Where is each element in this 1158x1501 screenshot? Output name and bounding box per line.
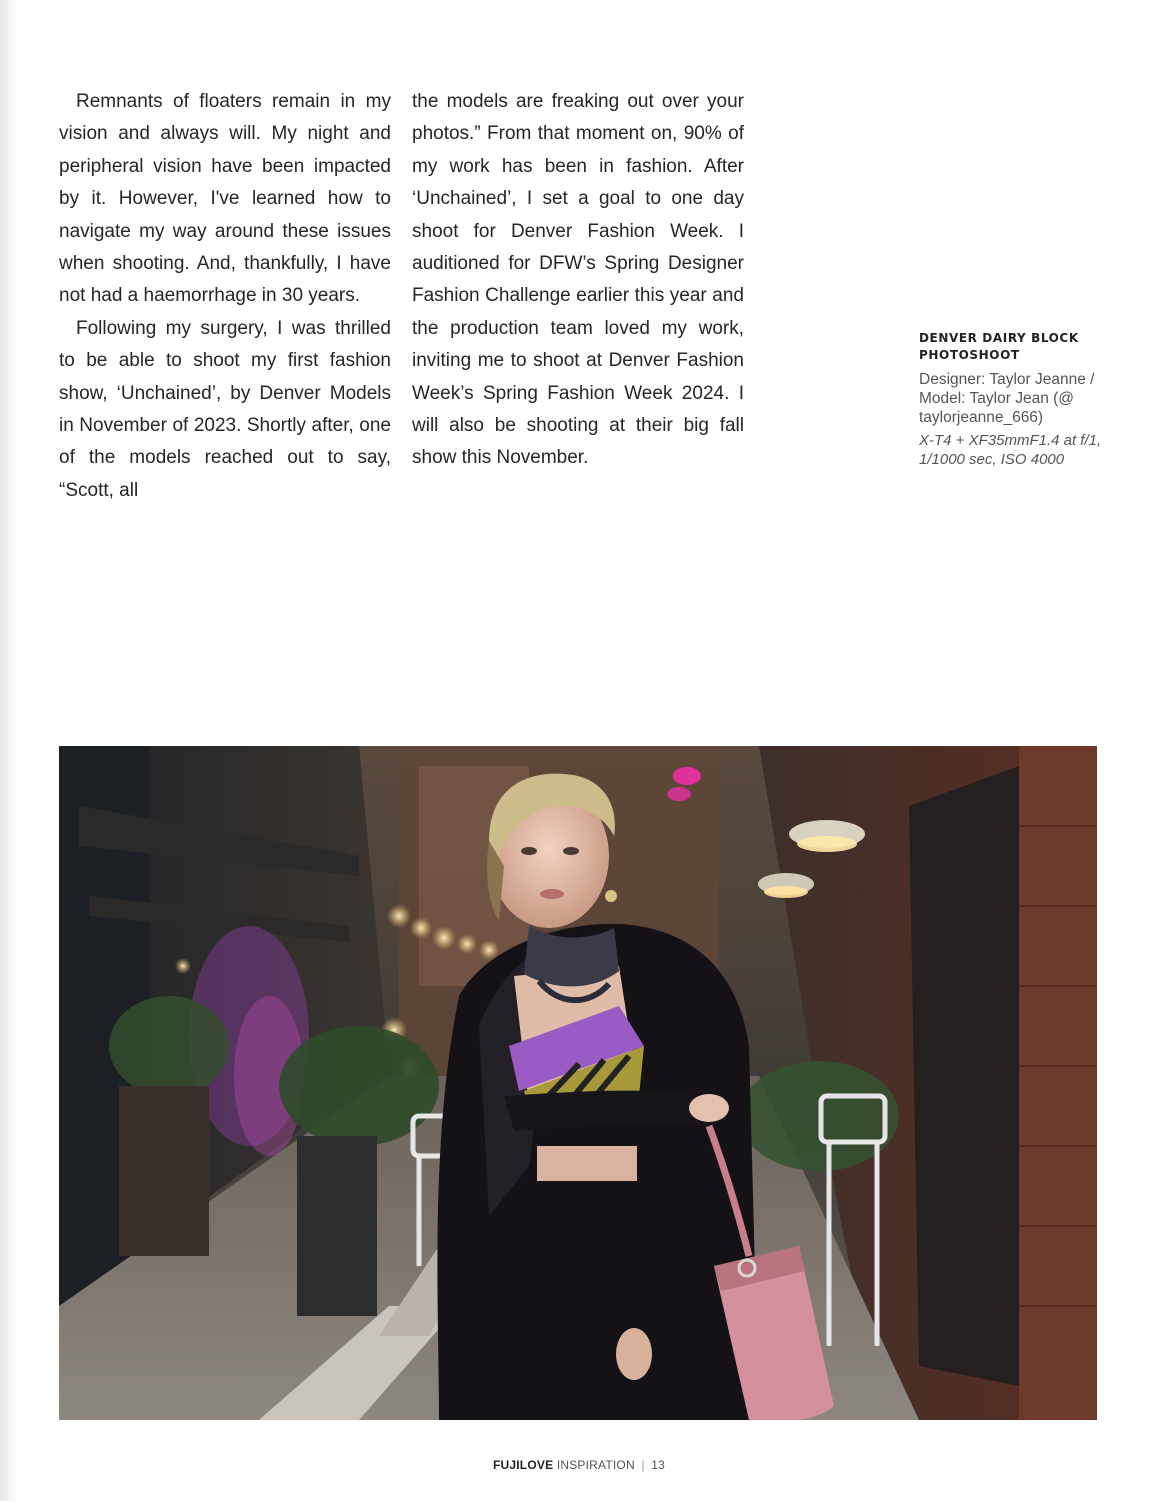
paragraph-3: the models are freaking out over your photos.” From that moment on, 90% of my work has been in fashion. After ‘Unchained’, I set a goal to one day shoot for Denver Fashion Week. I auditioned for DFW’s Spring Designer Fashion Challenge earlier this year and the production team loved my work, inviting me to shoot at Denver Fashion Week’s Spring Fashion Week 2024. I will also be shooting at their big fall show this November. — [412, 91, 744, 469]
footer-page-number: 13 — [651, 1458, 665, 1472]
article-column-left — [59, 86, 391, 507]
footer-brand: FUJILOVE — [493, 1458, 554, 1472]
caption-camera-settings: X-T4 + XF35mmF1.4 at f/1, 1/1000 sec, ISO 4000 — [919, 432, 1102, 468]
footer-section: INSPIRATION — [556, 1458, 635, 1472]
caption-credits: Designer: Taylor Jeanne / Model: Taylor Jean (@ taylorjeanne_666) — [919, 371, 1095, 426]
caption-title: DENVER DAIRY BLOCK PHOTOSHOOT — [919, 331, 1079, 362]
footer-separator: | — [641, 1458, 645, 1472]
article-column-right — [412, 86, 744, 475]
photo-caption — [919, 330, 1109, 469]
paragraph-2: Following my surgery, I was thrilled to be able to shoot my first fashion show, ‘Unchained’, by Denver Models in November of 2023. Shortly after, one of the models reached out to say, “Scott, all — [59, 317, 391, 501]
paragraph-1: Remnants of floaters remain in my vision and always will. My night and peripheral vision have been impacted by it. However, I've learned how to navigate my way around these issues when shooting. And, thankfully, I have not had a haemorrhage in 30 years. — [59, 91, 391, 307]
fashion-photo-illustration — [59, 746, 1097, 1420]
page-footer — [0, 1458, 1158, 1472]
page-edge-shadow — [0, 0, 18, 1501]
fashion-photo — [59, 746, 1097, 1420]
